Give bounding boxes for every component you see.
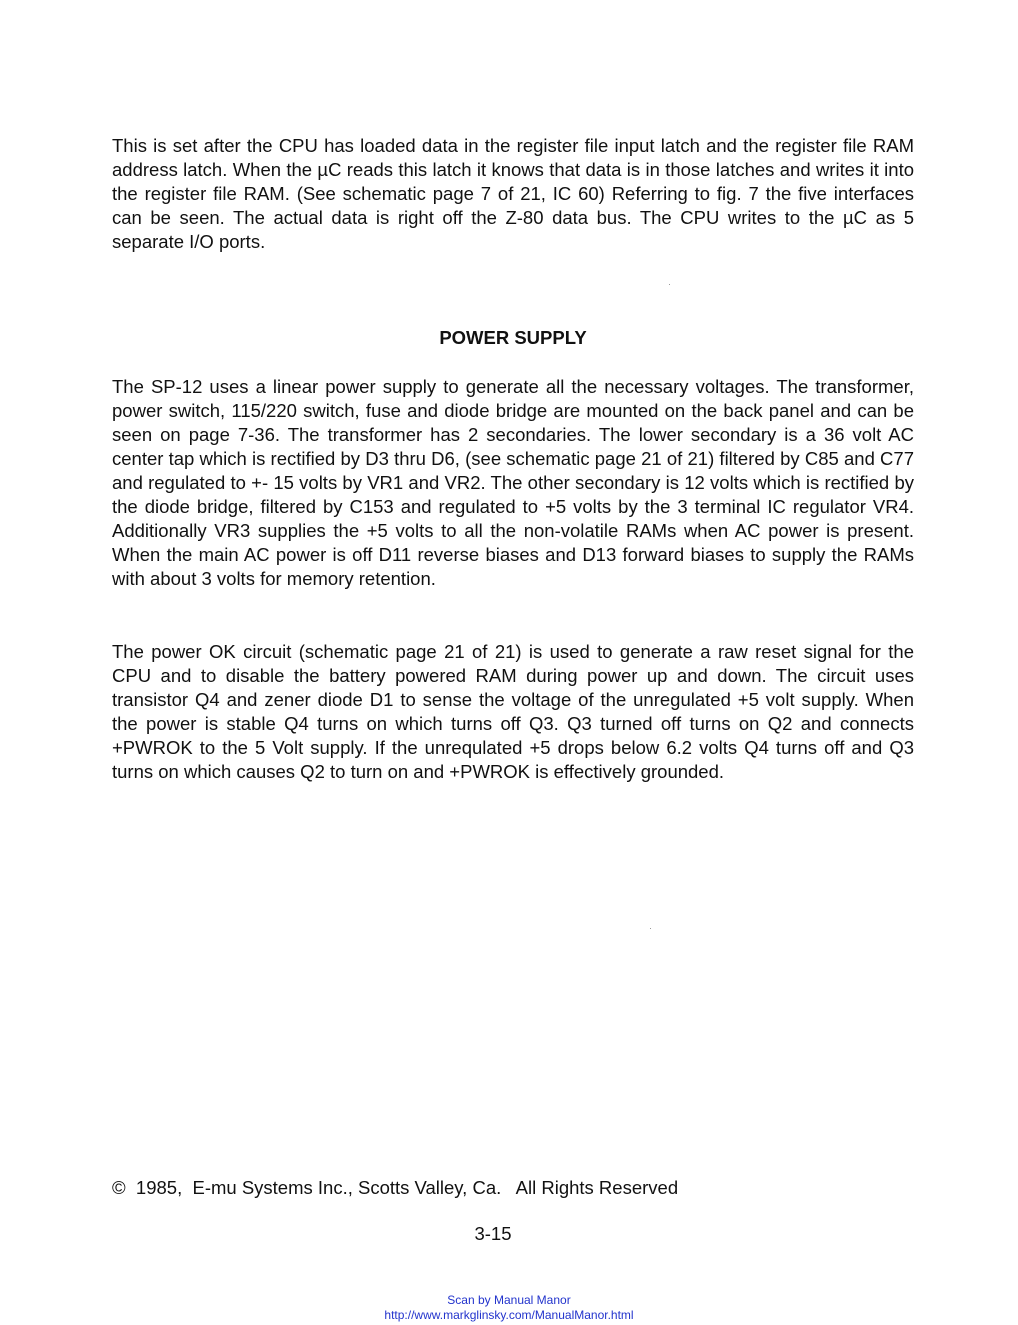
paragraph-power-ok-circuit: The power OK circuit (schematic page 21 of 21) is used to generate a raw reset signal for the CPU and to disable the battery powered RAM during power up and down. The circuit uses transistor Q4 and zener diode D1 to sense the voltage of the unregulated +5 volt supply. When the power is stable Q4 turns on which turns off Q3. Q3 turned off turns on Q2 and connects +PWROK to the 5 Volt supply. If the unrequlated +5 drops below 6.2 volts Q4 turns off and Q3 turns on which causes Q2 to turn on and +PWROK is effectively grounded. (112, 641, 914, 782)
scan-credit-url[interactable]: http://www.markglinsky.com/ManualManor.html (384, 1308, 634, 1322)
scan-speck (650, 928, 651, 929)
scan-credit (0, 1293, 1018, 1323)
paragraph-intro: This is set after the CPU has loaded data in the register file input latch and the register file RAM address latch. When the µC reads this latch it knows that data is in those latches and writes it into the register file RAM. (See schematic page 7 of 21, IC 60) Referring to fig. 7 the five interfaces can be seen. The actual data is right off the Z-80 data bus. The CPU writes to the µC as 5 separate I/O ports. (112, 135, 914, 252)
scan-credit-name: Scan by Manual Manor (447, 1293, 571, 1307)
paragraph-power-supply: The SP-12 uses a linear power supply to generate all the necessary voltages. The transformer, power switch, 115/220 switch, fuse and diode bridge are mounted on the back panel and can be seen on page 7-36. The transformer has 2 secondaries. The lower secondary is a 36 volt AC center tap which is rectified by D3 thru D6, (see schematic page 21 of 21) filtered by C85 and C77 and regulated to +- 15 volts by VR1 and VR2. The other secondary is 12 volts which is rectified by the diode bridge, filtered by C153 and regulated to +5 volts by the 3 terminal IC regulator VR4. Additionally VR3 supplies the +5 volts to all the non-volatile RAMs when AC power is present. When the main AC power is off D11 reverse biases and D13 forward biases to supply the RAMs with about 3 volts for memory retention. (112, 376, 914, 589)
scan-speck (669, 284, 670, 285)
copyright-notice: © 1985, E-mu Systems Inc., Scotts Valley, Ca. All Rights Reserved (112, 1177, 679, 1198)
page-number: 3-15 (474, 1223, 512, 1244)
section-heading-power-supply: POWER SUPPLY (439, 327, 587, 348)
